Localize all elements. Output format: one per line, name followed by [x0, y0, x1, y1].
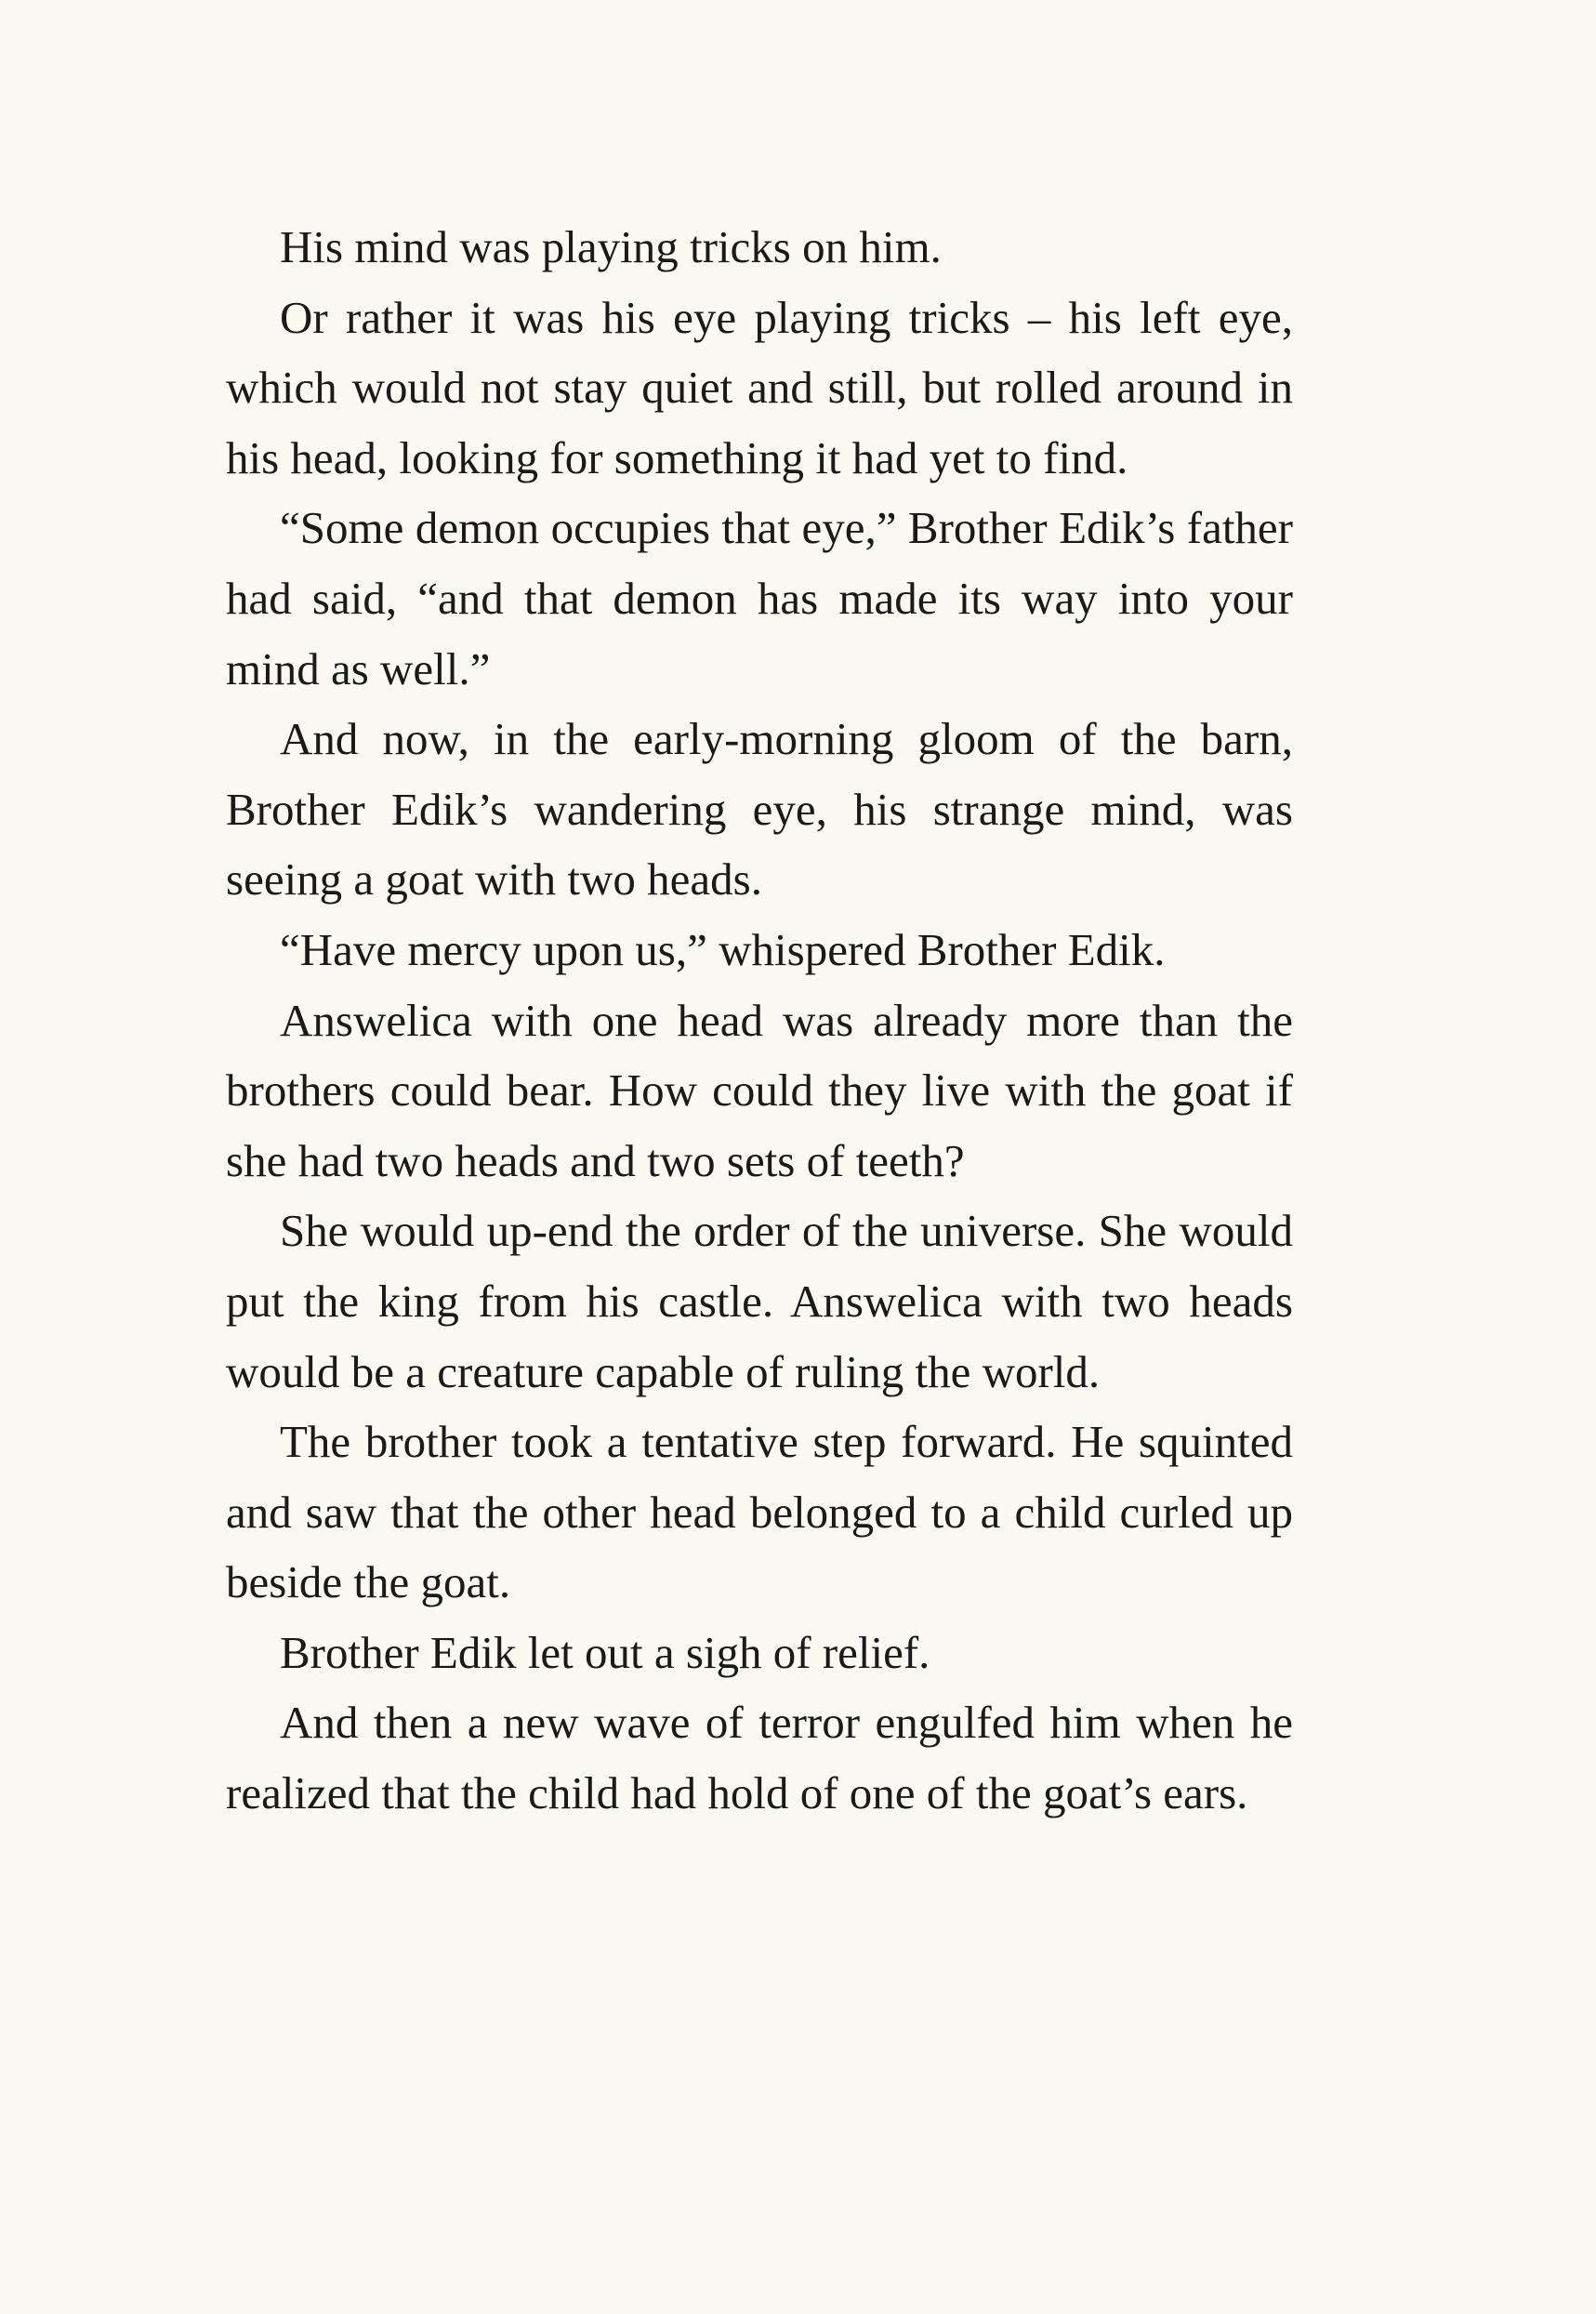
- paragraph: And then a new wave of terror engulfed him when he realized that the child had hold of one of the goat’s ears.: [226, 1697, 1293, 1819]
- paragraph: She would up-end the order of the universe. She would put the king from his castle. Answelica with two heads would be a creature capable of ruling the world.: [226, 1205, 1293, 1397]
- paragraph: “Have mercy upon us,” whispered Brother Edik.: [280, 923, 1166, 975]
- paragraph: Brother Edik let out a sigh of relief.: [280, 1626, 930, 1678]
- paragraph: And now, in the early-morning gloom of the barn, Brother Edik’s wandering eye, his strange mind, was seeing a goat with two heads.: [226, 713, 1293, 906]
- paragraph: Answelica with one head was already more than the brothers could bear. How could they live with the goat if she had two heads and two sets of teeth?: [226, 994, 1293, 1186]
- body-text: [226, 212, 1293, 1829]
- paragraph: “Some demon occupies that eye,” Brother Edik’s father had said, “and that demon has made its way into your mind as well.”: [226, 502, 1293, 694]
- paragraph: His mind was playing tricks on him.: [280, 221, 942, 272]
- paragraph: The brother took a tentative step forward. He squinted and saw that the other head belonged to a child curled up beside the goat.: [226, 1416, 1293, 1608]
- paragraph: Or rather it was his eye playing tricks – his left eye, which would not stay quiet and still, but rolled around in his head, looking for something it had yet to find.: [226, 291, 1293, 483]
